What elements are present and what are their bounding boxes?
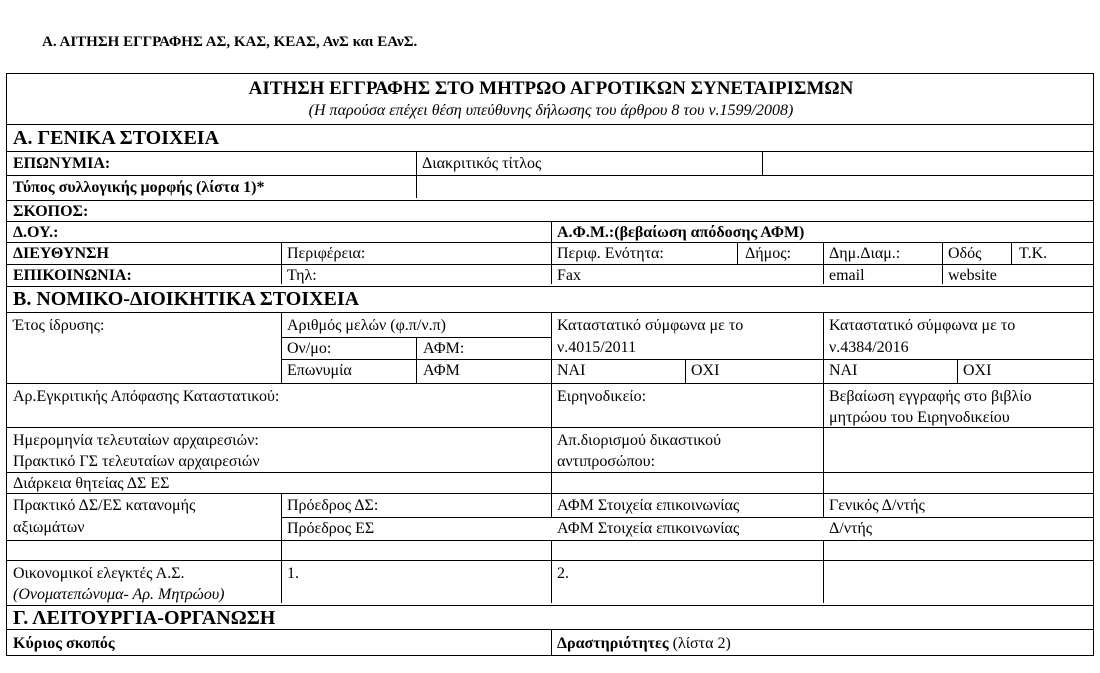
- dim-diam-label: Δημ.Διαμ.:: [829, 245, 901, 262]
- divider: [685, 359, 686, 383]
- ap-diorismou-line2: αντιπροσώπου:: [557, 453, 656, 470]
- vevaiosi-line2: μητρώου του Ειρηνοδικείου: [829, 409, 1010, 426]
- divider: [281, 493, 282, 603]
- afm-member-label: ΑΦΜ:: [423, 340, 465, 357]
- genikos-label: Γενικός Δ/ντής: [829, 497, 925, 514]
- elegktes-line2: (Ονοματεπώνυμα- Αρ. Μητρώου): [13, 586, 225, 603]
- praktiko-ds-line1: Πρακτικό ΔΣ/ΕΣ κατανομής: [13, 497, 196, 514]
- divider: [942, 242, 943, 284]
- elegktis-1-label: 1.: [287, 565, 299, 582]
- divider: [551, 312, 552, 518]
- afm-label: Α.Φ.Μ.:(βεβαίωση απόδοσης ΑΦΜ): [557, 224, 805, 241]
- vevaiosi-line1: Βεβαίωση εγγραφής στο βιβλίο: [829, 388, 1032, 405]
- typos-label: Τύπος συλλογικής μορφής (λίστα 1)*: [13, 179, 265, 196]
- skopos-label: ΣΚΟΠΟΣ:: [13, 203, 89, 220]
- page-heading: Α. ΑΙΤΗΣΗ ΕΓΓΡΑΦΗΣ ΑΣ, ΚΑΣ, ΚΕΑΣ, ΑνΣ και ΕΑνΣ.: [42, 34, 418, 50]
- divider: [7, 151, 1093, 152]
- divider: [7, 242, 1093, 243]
- divider: [823, 312, 824, 518]
- dimos-label: Δήμος:: [745, 245, 792, 262]
- divider: [7, 312, 1093, 313]
- divider: [737, 242, 738, 264]
- website-label: website: [948, 267, 997, 284]
- perif-enotita-label: Περιφ. Ενότητα:: [557, 245, 664, 262]
- katastatiko-4015-line2: ν.4015/2011: [557, 339, 637, 356]
- ap-diorismou-line1: Απ.διορισμού δικαστικού: [557, 432, 722, 449]
- katastatiko-4384-line2: ν.4384/2016: [829, 339, 909, 356]
- divider: [7, 221, 1093, 222]
- ar-egkritikis-label: Αρ.Εγκριτικής Απόφασης Καταστατικού:: [13, 388, 280, 405]
- praktiko-ds-line2: αξιωμάτων: [13, 519, 85, 536]
- divider: [7, 472, 1093, 473]
- eponymia-label: ΕΠΩΝΥΜΙΑ:: [13, 155, 111, 172]
- section-a-heading: Α. ΓΕΝΙΚΑ ΣΤΟΙΧΕΙΑ: [13, 127, 220, 149]
- divider: [7, 175, 1093, 176]
- divider: [7, 383, 1093, 384]
- divider: [416, 337, 417, 383]
- form-subtitle: (Η παρούσα επέχει θέση υπεύθυνης δήλωσης του άρθρου 8 του ν.1599/2008): [308, 102, 794, 119]
- divider: [281, 312, 282, 383]
- divider: [416, 151, 417, 198]
- odos-label: Οδός: [948, 245, 982, 262]
- divider: [1011, 242, 1012, 264]
- elegktis-2-label: 2.: [557, 565, 569, 582]
- on-mo-label: Ον/μο:: [287, 340, 332, 357]
- divider: [281, 242, 282, 284]
- arithmos-melon-label: Αριθμός μελών (φ.π/ν.π): [287, 317, 446, 334]
- dntis-label: Δ/ντής: [829, 520, 873, 537]
- divider: [7, 124, 1093, 125]
- afm-stoixeia-ds-label: ΑΦΜ Στοιχεία επικοινωνίας: [557, 497, 740, 514]
- lista2-label: (λίστα 2): [672, 635, 731, 652]
- divider: [823, 242, 824, 284]
- section-b-heading: Β. ΝΟΜΙΚΟ-ΔΙΟΙΚΗΤΙΚΑ ΣΤΟΙΧΕΙΑ: [13, 288, 360, 310]
- tk-label: Τ.Κ.: [1019, 245, 1048, 262]
- divider: [551, 629, 552, 655]
- doy-label: Δ.ΟΥ.:: [13, 224, 59, 241]
- drastiriotites-cell: [557, 633, 731, 654]
- divider: [7, 264, 1093, 265]
- eponymia-member-label: Επωνυμία: [287, 362, 352, 379]
- divider: [551, 540, 552, 603]
- proedros-ds-label: Πρόεδρος ΔΣ:: [287, 497, 379, 514]
- divider: [7, 493, 1093, 494]
- divider: [551, 221, 552, 284]
- praktiko-gs-label: Πρακτικό ΓΣ τελευταίων αρχαιρεσιών: [13, 453, 260, 470]
- oxi-4384-option[interactable]: ΟΧΙ: [963, 362, 992, 379]
- divider: [957, 359, 958, 383]
- section-c-heading: Γ. ΛΕΙΤΟΥΡΓΙΑ-ΟΡΓΑΝΩΣΗ: [13, 607, 276, 629]
- nai-4015-option[interactable]: ΝΑΙ: [557, 362, 586, 379]
- etos-label: Έτος ίδρυσης:: [13, 317, 105, 334]
- divider: [823, 540, 824, 603]
- diarkeia-label: Διάρκεια θητείας ΔΣ ΕΣ: [13, 475, 170, 492]
- divider: [762, 151, 763, 175]
- diakritikos-label: Διακριτικός τίτλος: [422, 155, 542, 172]
- fax-label: Fax: [557, 267, 581, 284]
- eirinodikeio-label: Ειρηνοδικείο:: [557, 388, 647, 405]
- kyrios-label: Κύριος σκοπός: [13, 635, 115, 652]
- katastatiko-4015-line1: Καταστατικό σύμφωνα με το: [557, 317, 744, 334]
- elegktes-line1: Οικονομικοί ελεγκτές Α.Σ.: [13, 565, 185, 582]
- afm-legal-label: ΑΦΜ: [423, 362, 460, 379]
- divider: [7, 540, 1093, 541]
- afm-stoixeia-es-label: ΑΦΜ Στοιχεία επικοινωνίας: [557, 520, 740, 537]
- dieythynsi-label: ΔΙΕΥΘΥΝΣΗ: [13, 245, 109, 262]
- drastiriotites-label: Δραστηριότητες: [557, 635, 669, 652]
- til-label: Τηλ:: [287, 267, 317, 284]
- epikoinonia-label: ΕΠΙΚΟΙΝΩΝΙΑ:: [13, 267, 132, 284]
- divider: [7, 200, 1093, 201]
- nai-4384-option[interactable]: ΝΑΙ: [829, 362, 858, 379]
- email-label: email: [829, 267, 865, 284]
- katastatiko-4384-line1: Καταστατικό σύμφωνα με το: [829, 317, 1016, 334]
- registration-form: [6, 73, 1094, 656]
- proedros-es-label: Πρόεδρος ΕΣ: [287, 520, 375, 537]
- perifereia-label: Περιφέρεια:: [287, 245, 366, 262]
- oxi-4015-option[interactable]: ΟΧΙ: [691, 362, 720, 379]
- form-title: ΑΙΤΗΣΗ ΕΓΓΡΑΦΗΣ ΣΤΟ ΜΗΤΡΩΟ ΑΓΡΟΤΙΚΩΝ ΣΥΝΕΤΑΙΡΙΣΜΩΝ: [248, 78, 854, 99]
- imerominia-label: Ημερομηνία τελευταίων αρχαιρεσιών:: [13, 432, 259, 449]
- divider: [7, 560, 1093, 561]
